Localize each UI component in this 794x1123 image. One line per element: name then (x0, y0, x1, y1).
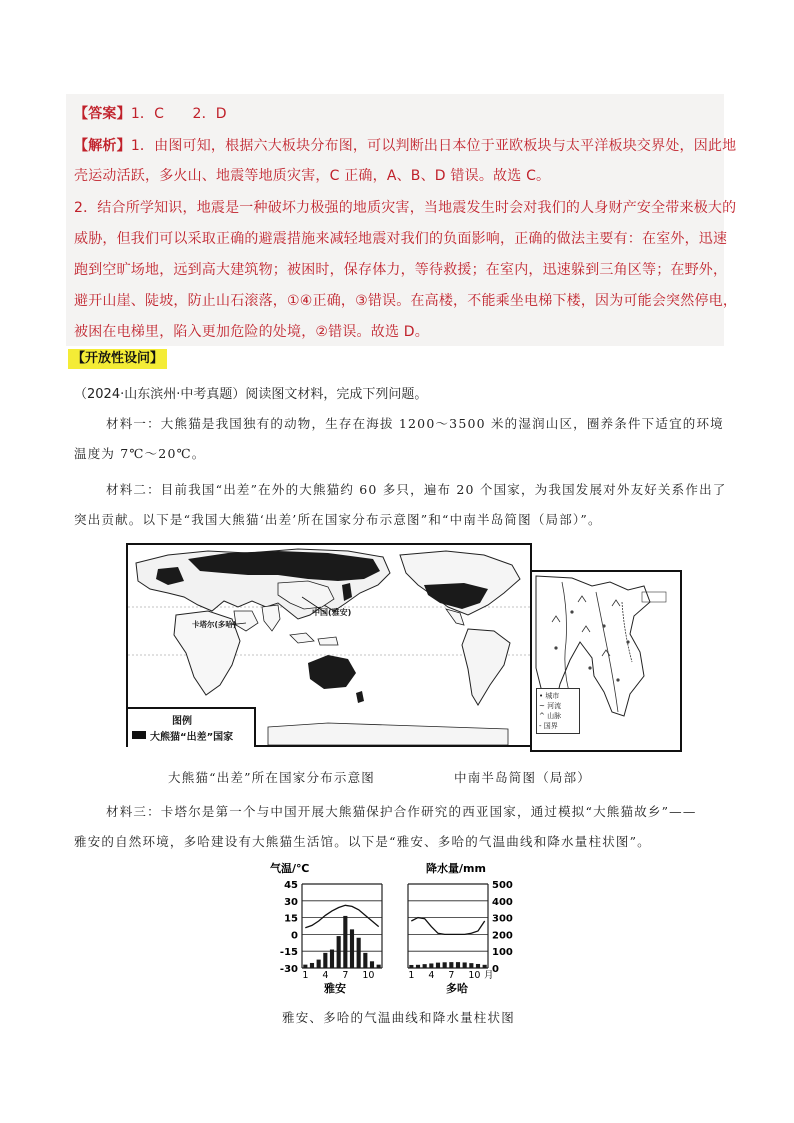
doha-precip-bar (429, 963, 433, 968)
side-map-caption: 中南半岛简图（局部） (454, 770, 592, 785)
doha-month-tick: 4 (428, 970, 435, 981)
doha-month-tick: 10 (468, 970, 481, 981)
yaan-precip-bar (317, 960, 321, 968)
doha-precip-bar (423, 964, 427, 968)
material3-line-2: 雅安的自然环境，多哈建设有大熊猫生活馆。以下是“雅安、多哈的气温曲线和降水量柱状图”。 (74, 834, 651, 849)
material1-line-1: 材料一：大熊猫是我国独有的动物，生存在海拔 1200～3500 米的湿润山区，圈养条件下适宜的环境 (106, 416, 724, 431)
indochina-map (530, 570, 682, 752)
yaan-precip-bar (303, 965, 307, 968)
yaan-chart (302, 884, 382, 981)
yaan-month-tick: 1 (302, 970, 309, 981)
analysis-line-6: 避开山崖、陡坡，防止山石滚落，①④正确，③错误。在高楼，不能乘坐电梯下楼，因为可能会突然停电， (74, 293, 738, 309)
doha-temp-line (411, 918, 484, 935)
legend-item: 大熊猫“出差”国家 (150, 732, 234, 743)
world-map (126, 543, 532, 747)
analysis-line-1: 【解析】1．由图可知，根据六大板块分布图，可以判断出日本位于亚欧板块与太平洋板块交界处，因此地 (74, 138, 737, 154)
yaan-temp-line (305, 905, 378, 927)
analysis-label: 【解析】 (74, 138, 131, 154)
yaan-precip-bar (337, 936, 341, 968)
analysis-line-2: 壳运动活跃，多火山、地震等地质灾害，C 正确，A、B、D 错误。故选 C。 (74, 168, 551, 184)
answer-text: 1．C 2．D (130, 106, 227, 122)
answer-line (74, 103, 227, 123)
temp-axis-label: 气温/℃ (270, 862, 310, 875)
yaan-month-tick: 7 (342, 970, 349, 981)
yaan-precip-bar (363, 953, 367, 968)
yaan-precip-bar (323, 953, 327, 968)
precip-tick: 100 (492, 947, 513, 959)
yaan-precip-bar (310, 963, 314, 968)
doha-precip-bar (443, 962, 447, 968)
yaan-precip-bar (357, 938, 361, 968)
precip-tick: 400 (492, 896, 513, 908)
analysis-line-3: 2．结合所学知识，地震是一种破坏力极强的地质灾害，当地震发生时会对我们的人身财产安全带来极大的 (74, 200, 737, 216)
yaan-precip-bar (370, 961, 374, 968)
legend-swatch (132, 731, 146, 739)
label-china-yaan: 中国(雅安) (312, 608, 352, 617)
legend-mountain: ^ 山脉 (539, 712, 562, 720)
yaan-precip-bar (343, 916, 347, 968)
open-question-tag: 【开放性设问】 (68, 349, 167, 369)
yaan-month-tick: 10 (362, 970, 375, 981)
analysis-line-5: 跑到空旷场地，远到高大建筑物；被困时，保存体力，等待救援；在室内，迅速躲到三角区等；在野外， (74, 262, 728, 278)
material1-line-2: 温度为 7℃～20℃。 (74, 446, 206, 461)
temp-tick: 45 (284, 880, 298, 891)
precip-tick: 300 (492, 913, 513, 925)
yaan-month-tick: 4 (322, 970, 329, 981)
doha-month-tick: 7 (448, 970, 455, 981)
temp-tick: 0 (291, 930, 298, 942)
precip-tick-labels (492, 880, 513, 975)
doha-precip-bar (409, 965, 413, 968)
doha-month-tick: 1 (408, 970, 415, 981)
temp-tick: -15 (279, 947, 298, 959)
material3-line-1: 材料三：卡塔尔是第一个与中国开展大熊猫保护合作研究的西亚国家，通过模拟“大熊猫故乡”—— (106, 804, 697, 819)
legend-title: 图例 (172, 716, 192, 727)
doha-precip-bar (456, 962, 460, 968)
climate-charts (268, 856, 528, 996)
climate-chart-caption: 雅安、多哈的气温曲线和降水量柱状图 (282, 1010, 515, 1025)
label-qatar-doha: 卡塔尔(多哈) (192, 620, 237, 629)
temp-tick: 30 (284, 896, 298, 908)
analysis-line-4: 威胁，但我们可以采取正确的避震措施来减轻地震对我们的负面影响，正确的做法主要有：在室外，迅速 (74, 231, 728, 247)
temp-tick: 15 (284, 913, 298, 925)
legend-city: • 城市 (539, 692, 560, 700)
material2-line-2: 突出贡献。以下是“我国大熊猫‘出差’所在国家分布示意图”和“中南半岛简图（局部）”。 (74, 512, 602, 527)
legend-river: ~ 河流 (539, 702, 562, 710)
question-intro: （2024·山东滨州·中考真题）阅读图文材料，完成下列问题。 (74, 387, 428, 402)
world-map-legend (128, 707, 256, 747)
doha-precip-bar (416, 965, 420, 968)
legend-border: - 国界 (539, 722, 558, 730)
material2-line-1: 材料二：目前我国“出差”在外的大熊猫约 60 多只，遍布 20 个国家，为我国发展对外友好关系作出了 (106, 482, 727, 497)
doha-precip-bar (483, 965, 487, 968)
yaan-precip-bar (330, 950, 334, 968)
temp-tick-labels (280, 880, 298, 975)
analysis-line-7: 被困在电梯里，陷入更加危险的处境，②错误。故选 D。 (74, 324, 429, 340)
city-yaan: 雅安 (324, 982, 346, 995)
answer-label: 【答案】 (74, 106, 131, 122)
doha-precip-bar (469, 963, 473, 968)
precip-tick: 200 (492, 930, 513, 942)
temp-tick: -30 (279, 964, 298, 975)
doha-precip-bar (463, 962, 467, 968)
yaan-precip-bar (350, 929, 354, 968)
precip-axis-label: 降水量/mm (426, 862, 486, 875)
precip-tick: 500 (492, 880, 513, 891)
world-map-caption: 大熊猫“出差”所在国家分布示意图 (168, 770, 375, 785)
doha-chart (408, 884, 494, 981)
side-map-legend (536, 688, 580, 734)
yaan-precip-bar (377, 965, 381, 968)
precip-tick: 0 (492, 964, 499, 975)
doha-precip-bar (436, 963, 440, 968)
doha-precip-bar (476, 964, 480, 968)
doha-month-tick: 月 (484, 970, 494, 981)
city-doha: 多哈 (446, 982, 468, 995)
doha-precip-bar (449, 962, 453, 968)
